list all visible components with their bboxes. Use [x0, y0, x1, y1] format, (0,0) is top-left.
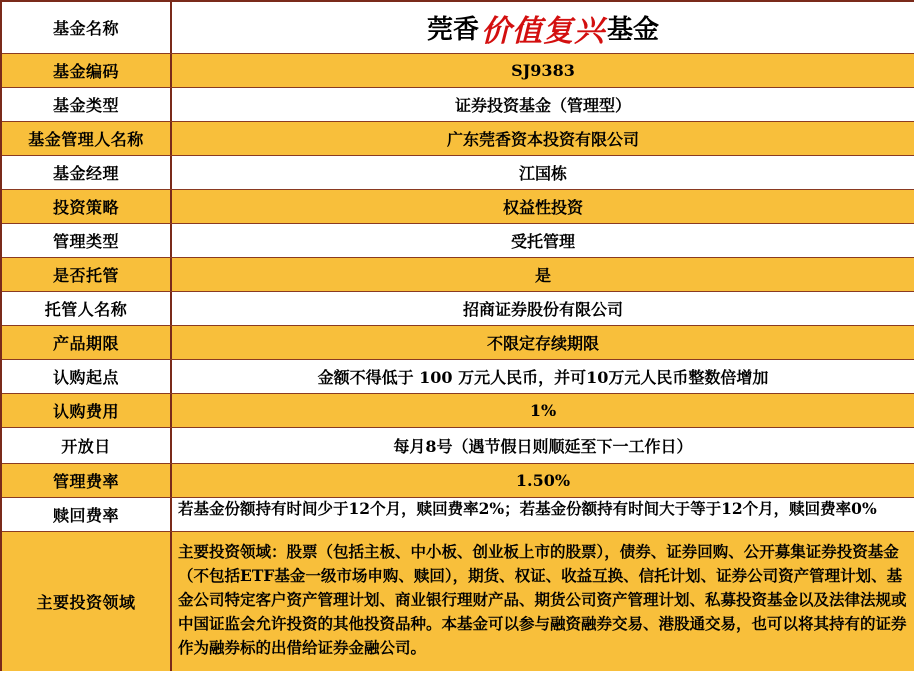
value-fund-type: 证券投资基金（管理型）	[454, 96, 631, 115]
value-product-term: 不限定存续期限	[486, 334, 599, 353]
row-fund-code	[2, 54, 914, 88]
value-management-type: 受托管理	[510, 232, 575, 251]
label-subscription-fee: 认购费用	[2, 394, 172, 427]
value-fund-manager-company: 广东莞香资本投资有限公司	[446, 130, 639, 149]
label-product-term: 产品期限	[2, 326, 172, 359]
fund-name-suffix: 基金	[607, 15, 660, 45]
label-custodian-name: 托管人名称	[2, 292, 172, 325]
value-subscription-minimum: 金额不得低于 100 万元人民币，并可10万元人民币整数倍增加	[317, 368, 769, 387]
label-investment-strategy: 投资策略	[2, 190, 172, 223]
row-investment-scope	[2, 532, 914, 671]
row-open-day	[2, 428, 914, 464]
row-management-type	[2, 224, 914, 258]
label-fund-code: 基金编码	[2, 54, 172, 87]
value-redemption-fee: 若基金份额持有时间少于12个月，赎回费率2%；若基金份额持有时间大于等于12个月，赎回费率0%	[178, 499, 877, 518]
row-redemption-fee	[2, 498, 914, 532]
label-investment-scope: 主要投资领域	[2, 532, 172, 671]
value-management-fee: 1.50%	[515, 471, 571, 490]
label-fund-type: 基金类型	[2, 88, 172, 121]
fund-name-highlight: 价值复兴	[481, 13, 605, 49]
row-subscription-fee	[2, 394, 914, 428]
label-fund-name: 基金名称	[2, 2, 172, 53]
label-fund-manager: 基金经理	[2, 156, 172, 189]
value-fund-name	[172, 2, 914, 53]
value-custodian-name: 招商证券股份有限公司	[462, 300, 623, 319]
label-fund-manager-company: 基金管理人名称	[2, 122, 172, 155]
row-investment-strategy	[2, 190, 914, 224]
row-fund-manager	[2, 156, 914, 190]
label-subscription-minimum: 认购起点	[2, 360, 172, 393]
label-redemption-fee: 赎回费率	[2, 498, 172, 531]
row-management-fee	[2, 464, 914, 498]
label-management-fee: 管理费率	[2, 464, 172, 497]
row-product-term	[2, 326, 914, 360]
label-open-day: 开放日	[2, 428, 172, 463]
value-custody: 是	[534, 266, 551, 285]
row-fund-name	[2, 2, 914, 54]
label-custody: 是否托管	[2, 258, 172, 291]
value-fund-code: SJ9383	[511, 61, 575, 80]
row-custody	[2, 258, 914, 292]
label-management-type: 管理类型	[2, 224, 172, 257]
value-open-day: 每月8号（遇节假日则顺延至下一工作日）	[393, 437, 693, 456]
row-fund-type	[2, 88, 914, 122]
row-custodian-name	[2, 292, 914, 326]
fund-name-prefix: 莞香	[426, 15, 479, 45]
row-fund-manager-company	[2, 122, 914, 156]
value-investment-scope: 主要投资领域：股票（包括主板、中小板、创业板上市的股票），债券、证券回购、公开募集证券投资基金（不包括ETF基金一级市场申购、赎回），期货、权证、收益互换、信托计划、证券公司资产管理计划、基金公司特定客户资产管理计划、商业银行理财产品、期货公司资产管理计划、私募投资基金以及法律法规或中国证监会允许投资的其他投资品种。本基金可以参与融资融券交易、港股通交易，也可以将其持有的证券作为融券标的出借给证券金融公司。	[178, 542, 907, 657]
value-investment-strategy: 权益性投资	[502, 198, 583, 217]
value-subscription-fee: 1%	[529, 401, 557, 420]
value-fund-manager: 江国栋	[518, 164, 567, 183]
row-subscription-minimum	[2, 360, 914, 394]
